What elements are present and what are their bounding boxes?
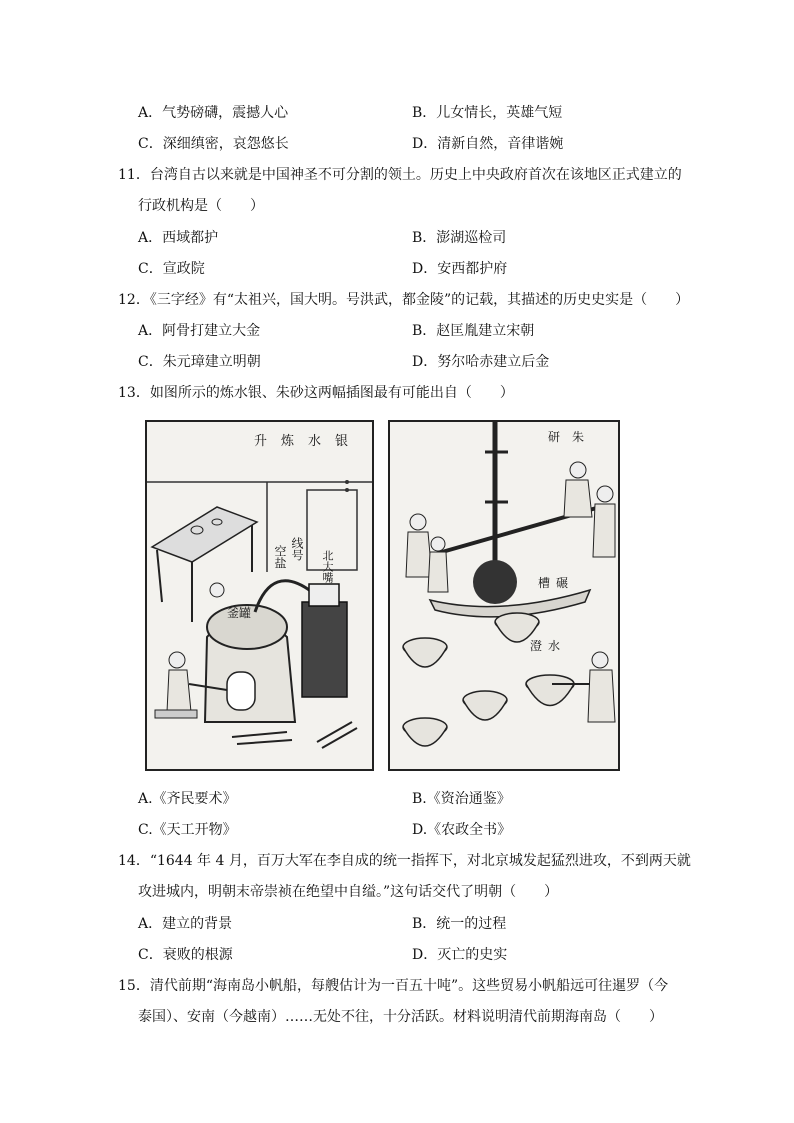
q13-stem-line1: 13．如图所示的炼水银、朱砂这两幅插图最有可能出自（ ） bbox=[118, 385, 514, 401]
q14-option-a[interactable]: A．建立的背景 bbox=[138, 916, 233, 932]
label-empty-salt: 空盐 bbox=[273, 545, 287, 569]
q14-option-c[interactable]: C．衰败的根源 bbox=[138, 947, 233, 963]
q11-option-d[interactable]: D．安西都护府 bbox=[412, 261, 508, 277]
q11-option-c[interactable]: C．宣政院 bbox=[138, 261, 205, 277]
q12-option-a[interactable]: A．阿骨打建立大金 bbox=[138, 323, 261, 339]
label-trough-mill: 槽碾 bbox=[538, 576, 575, 590]
q11-option-a[interactable]: A．西域都护 bbox=[138, 230, 219, 246]
q10-option-c[interactable]: C．深细缜密，哀怨悠长 bbox=[138, 136, 289, 152]
q12-stem-line1: 12．《三字经》有“太祖兴，国大明。号洪武，都金陵”的记载，其描述的历史史实是（ ） bbox=[118, 292, 690, 308]
q14-option-d[interactable]: D．灭亡的史实 bbox=[412, 947, 508, 963]
label-north-mouth: 北大嘴 bbox=[321, 550, 334, 583]
q13-option-a[interactable]: A.《齐民要术》 bbox=[138, 791, 237, 807]
q11-stem-line1: 11．台湾自古以来就是中国神圣不可分割的领土。历史上中央政府首次在该地区正式建立的 bbox=[118, 167, 682, 183]
q10-option-d[interactable]: D．清新自然，音律谐婉 bbox=[412, 136, 564, 152]
q13-option-b[interactable]: B.《资治通鉴》 bbox=[412, 791, 511, 807]
q12-option-b[interactable]: B．赵匡胤建立宋朝 bbox=[412, 323, 535, 339]
q11-stem-line2: 行政机构是（ ） bbox=[138, 198, 264, 214]
q14-option-b[interactable]: B．统一的过程 bbox=[412, 916, 507, 932]
q14-stem-line2: 攻进城内，明朝末帝崇祯在绝望中自缢。”这句话交代了明朝（ ） bbox=[138, 884, 559, 900]
q13-option-c[interactable]: C.《天工开物》 bbox=[138, 822, 237, 838]
left-illustration-title: 升炼水银 bbox=[253, 434, 362, 449]
q12-option-d[interactable]: D．努尔哈赤建立后金 bbox=[412, 354, 550, 370]
q12-option-c[interactable]: C．朱元璋建立明朝 bbox=[138, 354, 261, 370]
q10-option-b[interactable]: B．儿女情长，英雄气短 bbox=[412, 105, 563, 121]
q15-stem-line2: 泰国）、安南（今越南）……无处不往，十分活跃。材料说明清代前期海南岛（ ） bbox=[138, 1009, 663, 1025]
mercury-refining-drawing bbox=[147, 422, 372, 769]
label-thread-number: 线号 bbox=[290, 537, 304, 561]
mercury-refining-illustration bbox=[145, 420, 374, 771]
right-illustration-title: 研朱 bbox=[548, 430, 597, 444]
q14-stem-line1: 14．“1644 年 4 月，百万大军在李自成的统一指挥下，对北京城发起猛烈进攻，不到两天就 bbox=[118, 853, 691, 869]
label-settling-water: 澄水 bbox=[530, 639, 567, 653]
q11-option-b[interactable]: B．澎湖巡检司 bbox=[412, 230, 507, 246]
q10-option-a[interactable]: A．气势磅礴，震撼人心 bbox=[138, 105, 289, 121]
label-furnace: 釜罐 bbox=[227, 606, 252, 620]
q13-option-d[interactable]: D.《农政全书》 bbox=[412, 822, 512, 838]
cinnabar-grinding-illustration bbox=[388, 420, 620, 771]
cinnabar-grinding-drawing bbox=[390, 422, 618, 769]
q15-stem-line1: 15．清代前期“海南岛小帆船，每艘估计为一百五十吨”。这些贸易小帆船远可往暹罗（今 bbox=[118, 978, 669, 994]
